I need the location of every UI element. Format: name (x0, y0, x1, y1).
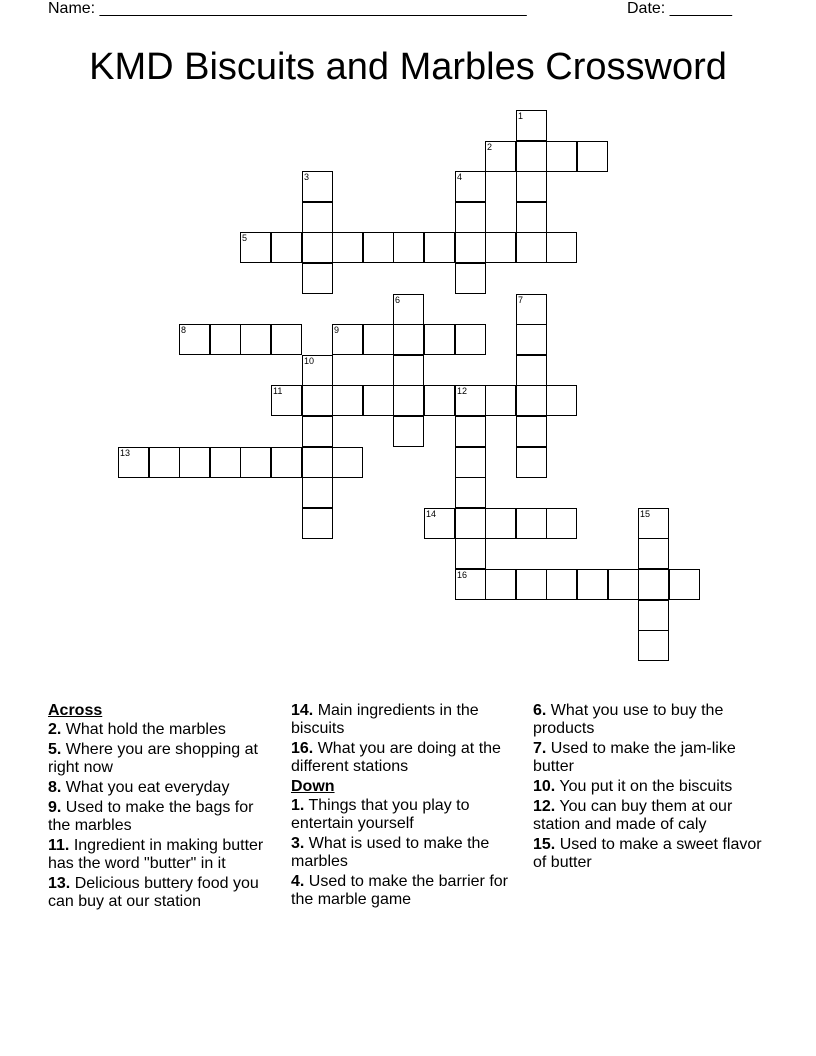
clue-text: Ingredient in making butter has the word "butter" in it (48, 837, 264, 872)
cell-number: 5 (242, 233, 248, 243)
crossword-cell[interactable] (516, 447, 547, 478)
crossword-cell[interactable] (149, 447, 180, 478)
clue-down-6 (533, 702, 773, 738)
crossword-cell[interactable] (118, 447, 149, 478)
crossword-cell[interactable] (516, 110, 547, 141)
clue-across-2 (48, 721, 273, 739)
crossword-cell[interactable] (577, 141, 608, 172)
crossword-cell[interactable] (485, 508, 516, 539)
cell-number: 9 (334, 325, 340, 335)
crossword-cell[interactable] (455, 232, 486, 263)
crossword-cell[interactable] (455, 447, 486, 478)
crossword-cell[interactable] (363, 385, 394, 416)
name-field[interactable]: Name: ________________________________________________ (48, 0, 527, 17)
clue-across-5 (48, 741, 273, 777)
crossword-cell[interactable] (516, 232, 547, 263)
clue-number: 4. (291, 873, 305, 890)
crossword-cell[interactable] (455, 508, 486, 539)
clue-number: 14. (291, 702, 314, 719)
crossword-cell[interactable] (608, 569, 639, 600)
crossword-cell[interactable] (516, 508, 547, 539)
crossword-cell[interactable] (424, 385, 455, 416)
clue-text: Used to make the bags for the marbles (48, 799, 254, 834)
crossword-cell[interactable] (669, 569, 700, 600)
crossword-cell[interactable] (424, 232, 455, 263)
crossword-cell[interactable] (393, 416, 424, 447)
cell-number: 15 (640, 509, 651, 519)
crossword-cell[interactable] (302, 171, 333, 202)
clue-text: Things that you play to entertain yourself (291, 797, 470, 832)
clue-number: 13. (48, 875, 71, 892)
crossword-cell[interactable] (516, 569, 547, 600)
clue-text: What hold the marbles (65, 721, 226, 738)
crossword-cell[interactable] (179, 447, 210, 478)
clue-text: What you are doing at the different stations (291, 740, 501, 775)
crossword-cell[interactable] (455, 416, 486, 447)
crossword-cell[interactable] (210, 447, 241, 478)
cell-number: 8 (181, 325, 187, 335)
cell-number: 10 (304, 356, 315, 366)
crossword-cell[interactable] (363, 324, 394, 355)
crossword-cell[interactable] (516, 141, 547, 172)
crossword-cell[interactable] (302, 202, 333, 233)
crossword-cell[interactable] (485, 385, 516, 416)
crossword-cell[interactable] (271, 447, 302, 478)
clue-number: 8. (48, 779, 62, 796)
crossword-cell[interactable] (240, 232, 271, 263)
crossword-cell[interactable] (455, 263, 486, 294)
down-heading: Down (291, 778, 335, 795)
crossword-cell[interactable] (455, 477, 486, 508)
clue-across-11 (48, 837, 273, 873)
crossword-cell[interactable] (332, 447, 363, 478)
cell-number: 14 (426, 509, 437, 519)
clue-text: Used to make the jam-like butter (533, 740, 736, 775)
clue-text: You put it on the biscuits (559, 778, 733, 795)
crossword-cell[interactable] (455, 324, 486, 355)
cell-number: 13 (120, 448, 131, 458)
clue-number: 12. (533, 798, 556, 815)
crossword-cell[interactable] (302, 477, 333, 508)
clue-text: Used to make a sweet flavor of butter (533, 836, 762, 871)
clue-text: What you eat everyday (65, 779, 230, 796)
clue-text: What is used to make the marbles (291, 835, 490, 870)
crossword-cell[interactable] (516, 355, 547, 386)
crossword-cell[interactable] (546, 232, 577, 263)
crossword-cell[interactable] (546, 569, 577, 600)
clue-down-15 (533, 836, 773, 872)
clue-down-7 (533, 740, 773, 776)
crossword-cell[interactable] (516, 385, 547, 416)
clue-across-16 (291, 740, 521, 776)
crossword-cell[interactable] (424, 324, 455, 355)
crossword-cell[interactable] (455, 538, 486, 569)
cell-number: 4 (457, 172, 463, 182)
crossword-cell[interactable] (455, 202, 486, 233)
crossword-cell[interactable] (516, 294, 547, 325)
clue-text: Used to make the barrier for the marble game (291, 873, 508, 908)
clue-number: 2. (48, 721, 62, 738)
crossword-cell[interactable] (332, 232, 363, 263)
crossword-cell[interactable] (302, 447, 333, 478)
clue-number: 10. (533, 778, 556, 795)
clue-text: You can buy them at our station and made of caly (533, 798, 733, 833)
crossword-cell[interactable] (638, 630, 669, 661)
clue-number: 11. (48, 837, 70, 854)
clue-down-10 (533, 778, 773, 796)
clue-down-1 (291, 797, 521, 833)
clue-down-4 (291, 873, 521, 909)
clue-column-1 (48, 700, 273, 913)
crossword-cell[interactable] (393, 232, 424, 263)
crossword-cell[interactable] (302, 385, 333, 416)
clue-text: Where you are shopping at right now (48, 741, 258, 776)
crossword-cell[interactable] (638, 538, 669, 569)
crossword-cell[interactable] (455, 385, 486, 416)
clue-number: 16. (291, 740, 314, 757)
page-title: KMD Biscuits and Marbles Crossword (89, 46, 727, 88)
crossword-cell[interactable] (638, 600, 669, 631)
clue-text: Delicious buttery food you can buy at our station (48, 875, 259, 910)
across-heading: Across (48, 702, 103, 719)
crossword-cell[interactable] (240, 324, 271, 355)
clue-down-3 (291, 835, 521, 871)
crossword-cell[interactable] (210, 324, 241, 355)
crossword-cell[interactable] (455, 569, 486, 600)
clue-across-8 (48, 779, 273, 797)
crossword-cell[interactable] (393, 355, 424, 386)
crossword-cell[interactable] (302, 263, 333, 294)
crossword-cell[interactable] (302, 355, 333, 386)
crossword-cell[interactable] (271, 324, 302, 355)
clue-column-2 (291, 700, 521, 911)
cell-number: 7 (518, 295, 524, 305)
clue-number: 6. (533, 702, 547, 719)
crossword-cell[interactable] (240, 447, 271, 478)
crossword-cell[interactable] (271, 385, 302, 416)
crossword-cell[interactable] (485, 141, 516, 172)
clue-text: Main ingredients in the biscuits (291, 702, 479, 737)
crossword-cell[interactable] (271, 232, 302, 263)
crossword-cell[interactable] (516, 416, 547, 447)
crossword-cell[interactable] (455, 171, 486, 202)
crossword-cell[interactable] (332, 385, 363, 416)
crossword-cell[interactable] (179, 324, 210, 355)
clue-number: 9. (48, 799, 62, 816)
clue-number: 1. (291, 797, 305, 814)
crossword-cell[interactable] (424, 508, 455, 539)
clue-number: 3. (291, 835, 305, 852)
cell-number: 6 (395, 295, 401, 305)
crossword-cell[interactable] (546, 508, 577, 539)
date-field[interactable]: Date: _______ (627, 0, 732, 17)
crossword-cell[interactable] (393, 324, 424, 355)
crossword-cell[interactable] (302, 232, 333, 263)
crossword-cell[interactable] (302, 416, 333, 447)
crossword-cell[interactable] (546, 385, 577, 416)
clue-number: 5. (48, 741, 62, 758)
crossword-cell[interactable] (302, 508, 333, 539)
crossword-cell[interactable] (516, 202, 547, 233)
crossword-cell[interactable] (485, 569, 516, 600)
cell-number: 3 (304, 172, 310, 182)
clue-number: 7. (533, 740, 547, 757)
clue-column-3 (533, 700, 773, 874)
clue-across-14 (291, 702, 521, 738)
crossword-cell[interactable] (516, 171, 547, 202)
crossword-cell[interactable] (638, 508, 669, 539)
cell-number: 12 (457, 386, 468, 396)
crossword-cell[interactable] (546, 141, 577, 172)
cell-number: 2 (487, 142, 493, 152)
clue-across-9 (48, 799, 273, 835)
cell-number: 16 (457, 570, 468, 580)
cell-number: 11 (273, 386, 283, 396)
crossword-cell[interactable] (485, 232, 516, 263)
crossword-cell[interactable] (577, 569, 608, 600)
clue-across-13 (48, 875, 273, 911)
crossword-cell[interactable] (393, 294, 424, 325)
clue-number: 15. (533, 836, 556, 853)
cell-number: 1 (518, 111, 524, 121)
crossword-cell[interactable] (393, 385, 424, 416)
clue-down-12 (533, 798, 773, 834)
crossword-cell[interactable] (516, 324, 547, 355)
clue-text: What you use to buy the products (533, 702, 724, 737)
crossword-cell[interactable] (363, 232, 394, 263)
crossword-cell[interactable] (332, 324, 363, 355)
crossword-cell[interactable] (638, 569, 669, 600)
